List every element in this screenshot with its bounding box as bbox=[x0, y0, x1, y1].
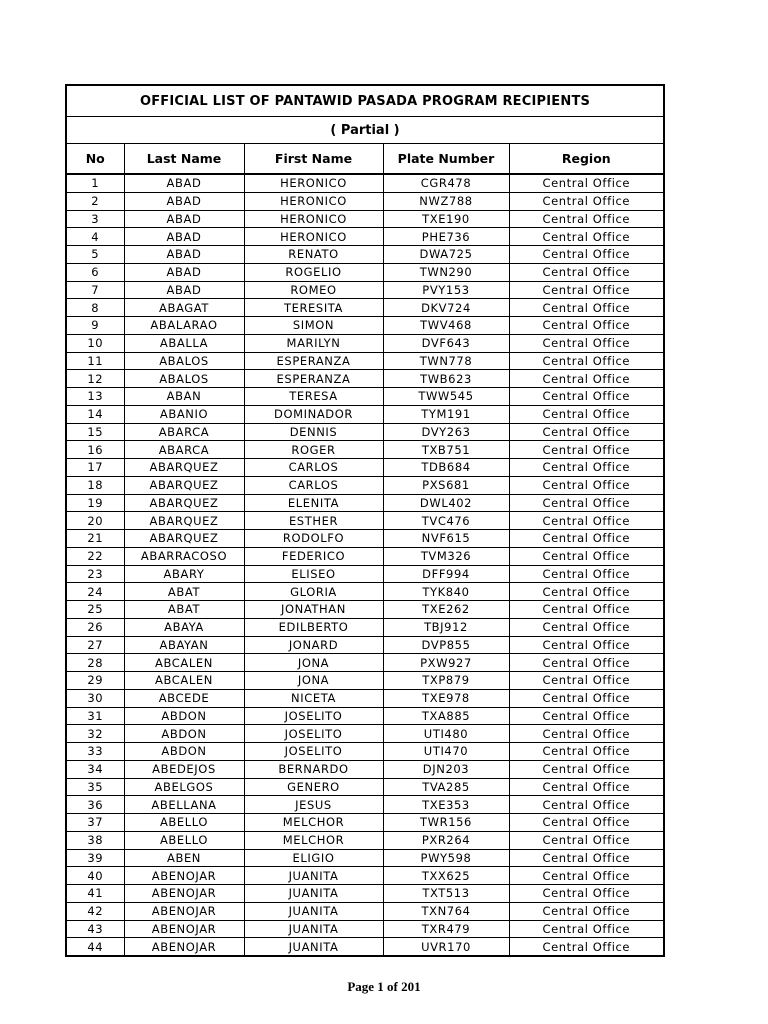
cell-last-name: ABENOJAR bbox=[124, 938, 244, 956]
cell-first-name: SIMON bbox=[244, 317, 383, 335]
header-first-name: First Name bbox=[244, 144, 383, 175]
document-subtitle: ( Partial ) bbox=[66, 117, 664, 144]
cell-first-name: GENERO bbox=[244, 778, 383, 796]
cell-first-name: ESPERANZA bbox=[244, 370, 383, 388]
cell-plate-number: PVY153 bbox=[383, 281, 509, 299]
cell-no: 21 bbox=[66, 530, 124, 548]
cell-first-name: FEDERICO bbox=[244, 547, 383, 565]
cell-last-name: ABENOJAR bbox=[124, 902, 244, 920]
cell-first-name: ROMEO bbox=[244, 281, 383, 299]
table-row bbox=[66, 530, 664, 548]
cell-region: Central Office bbox=[509, 920, 664, 938]
cell-region: Central Office bbox=[509, 547, 664, 565]
table-row bbox=[66, 370, 664, 388]
cell-no: 33 bbox=[66, 743, 124, 761]
cell-plate-number: TWN290 bbox=[383, 263, 509, 281]
cell-no: 39 bbox=[66, 849, 124, 867]
cell-first-name: ELENITA bbox=[244, 494, 383, 512]
cell-last-name: ABELLO bbox=[124, 831, 244, 849]
cell-plate-number: TXE978 bbox=[383, 689, 509, 707]
cell-first-name: ESTHER bbox=[244, 512, 383, 530]
cell-first-name: JONA bbox=[244, 654, 383, 672]
cell-plate-number: NVF615 bbox=[383, 530, 509, 548]
cell-last-name: ABCALEN bbox=[124, 672, 244, 690]
cell-region: Central Office bbox=[509, 530, 664, 548]
cell-region: Central Office bbox=[509, 689, 664, 707]
table-row bbox=[66, 601, 664, 619]
cell-no: 27 bbox=[66, 636, 124, 654]
cell-region: Central Office bbox=[509, 405, 664, 423]
cell-no: 16 bbox=[66, 441, 124, 459]
cell-no: 43 bbox=[66, 920, 124, 938]
cell-region: Central Office bbox=[509, 583, 664, 601]
cell-first-name: MARILYN bbox=[244, 334, 383, 352]
cell-plate-number: TVM326 bbox=[383, 547, 509, 565]
cell-no: 17 bbox=[66, 459, 124, 477]
table-row bbox=[66, 654, 664, 672]
cell-first-name: DENNIS bbox=[244, 423, 383, 441]
cell-no: 6 bbox=[66, 263, 124, 281]
cell-first-name: ESPERANZA bbox=[244, 352, 383, 370]
cell-first-name: HERONICO bbox=[244, 174, 383, 192]
cell-first-name: JOSELITO bbox=[244, 743, 383, 761]
cell-plate-number: PXR264 bbox=[383, 831, 509, 849]
table-row bbox=[66, 618, 664, 636]
cell-no: 23 bbox=[66, 565, 124, 583]
header-no: No bbox=[66, 144, 124, 175]
table-row bbox=[66, 565, 664, 583]
cell-plate-number: PHE736 bbox=[383, 228, 509, 246]
cell-plate-number: TDB684 bbox=[383, 459, 509, 477]
cell-plate-number: DVP855 bbox=[383, 636, 509, 654]
cell-last-name: ABENOJAR bbox=[124, 867, 244, 885]
cell-first-name: CARLOS bbox=[244, 459, 383, 477]
cell-plate-number: DFF994 bbox=[383, 565, 509, 583]
cell-plate-number: TXE262 bbox=[383, 601, 509, 619]
cell-plate-number: DWL402 bbox=[383, 494, 509, 512]
cell-plate-number: DVY263 bbox=[383, 423, 509, 441]
title-row bbox=[66, 85, 664, 117]
cell-first-name: EDILBERTO bbox=[244, 618, 383, 636]
cell-last-name: ABCALEN bbox=[124, 654, 244, 672]
cell-plate-number: TYK840 bbox=[383, 583, 509, 601]
table-row bbox=[66, 778, 664, 796]
cell-no: 5 bbox=[66, 246, 124, 264]
cell-last-name: ABAD bbox=[124, 281, 244, 299]
cell-region: Central Office bbox=[509, 743, 664, 761]
table-row bbox=[66, 867, 664, 885]
table-row bbox=[66, 192, 664, 210]
cell-first-name: JUANITA bbox=[244, 867, 383, 885]
cell-region: Central Office bbox=[509, 707, 664, 725]
cell-plate-number: NWZ788 bbox=[383, 192, 509, 210]
cell-region: Central Office bbox=[509, 796, 664, 814]
cell-plate-number: DVF643 bbox=[383, 334, 509, 352]
table-row bbox=[66, 228, 664, 246]
cell-region: Central Office bbox=[509, 885, 664, 903]
cell-last-name: ABELLO bbox=[124, 814, 244, 832]
cell-last-name: ABARQUEZ bbox=[124, 476, 244, 494]
table-row bbox=[66, 636, 664, 654]
table-row bbox=[66, 885, 664, 903]
table-row bbox=[66, 476, 664, 494]
cell-first-name: DOMINADOR bbox=[244, 405, 383, 423]
cell-region: Central Office bbox=[509, 192, 664, 210]
cell-region: Central Office bbox=[509, 210, 664, 228]
cell-plate-number: TVC476 bbox=[383, 512, 509, 530]
cell-last-name: ABALLA bbox=[124, 334, 244, 352]
cell-plate-number: DWA725 bbox=[383, 246, 509, 264]
cell-first-name: MELCHOR bbox=[244, 814, 383, 832]
table-row bbox=[66, 441, 664, 459]
table-row bbox=[66, 494, 664, 512]
cell-plate-number: TWR156 bbox=[383, 814, 509, 832]
cell-region: Central Office bbox=[509, 317, 664, 335]
cell-region: Central Office bbox=[509, 814, 664, 832]
table-row bbox=[66, 317, 664, 335]
recipients-table bbox=[65, 84, 665, 957]
table-row bbox=[66, 352, 664, 370]
cell-region: Central Office bbox=[509, 512, 664, 530]
cell-first-name: JOSELITO bbox=[244, 707, 383, 725]
cell-no: 37 bbox=[66, 814, 124, 832]
cell-no: 1 bbox=[66, 174, 124, 192]
cell-first-name: JUANITA bbox=[244, 938, 383, 956]
cell-region: Central Office bbox=[509, 352, 664, 370]
cell-region: Central Office bbox=[509, 334, 664, 352]
cell-region: Central Office bbox=[509, 831, 664, 849]
cell-last-name: ABALOS bbox=[124, 370, 244, 388]
cell-last-name: ABAD bbox=[124, 228, 244, 246]
cell-last-name: ABARQUEZ bbox=[124, 494, 244, 512]
cell-region: Central Office bbox=[542, 939, 631, 954]
cell-no: 10 bbox=[66, 334, 124, 352]
cell-last-name: ABDON bbox=[124, 707, 244, 725]
cell-region: Central Office bbox=[509, 672, 664, 690]
table-row bbox=[66, 334, 664, 352]
cell-plate-number: TWV468 bbox=[383, 317, 509, 335]
header-region: Region bbox=[509, 144, 664, 175]
cell-last-name: ABENOJAR bbox=[124, 920, 244, 938]
table-row bbox=[66, 814, 664, 832]
cell-no: 35 bbox=[66, 778, 124, 796]
cell-no: 7 bbox=[66, 281, 124, 299]
cell-no: 22 bbox=[66, 547, 124, 565]
cell-last-name: ABARCA bbox=[124, 423, 244, 441]
cell-plate-number: UVR170 bbox=[383, 938, 509, 956]
cell-plate-number: TXT513 bbox=[383, 885, 509, 903]
cell-no: 19 bbox=[66, 494, 124, 512]
cell-plate-number: TBJ912 bbox=[383, 618, 509, 636]
column-header-row bbox=[66, 144, 664, 175]
cell-first-name: ROGER bbox=[244, 441, 383, 459]
cell-region: Central Office bbox=[509, 263, 664, 281]
cell-region: Central Office bbox=[509, 388, 664, 406]
cell-first-name: CARLOS bbox=[244, 476, 383, 494]
cell-region: Central Office bbox=[509, 636, 664, 654]
cell-last-name: ABARRACOSO bbox=[124, 547, 244, 565]
table-row bbox=[66, 547, 664, 565]
cell-last-name: ABAN bbox=[124, 388, 244, 406]
cell-last-name: ABARQUEZ bbox=[124, 530, 244, 548]
cell-last-name: ABARY bbox=[124, 565, 244, 583]
cell-plate-number: UTI480 bbox=[383, 725, 509, 743]
table-row bbox=[66, 920, 664, 938]
cell-plate-number: TXR479 bbox=[383, 920, 509, 938]
cell-plate-number: TWW545 bbox=[383, 388, 509, 406]
cell-first-name: JONARD bbox=[244, 636, 383, 654]
cell-no: 38 bbox=[66, 831, 124, 849]
cell-region: Central Office bbox=[509, 618, 664, 636]
cell-first-name: TERESA bbox=[244, 388, 383, 406]
cell-no: 11 bbox=[66, 352, 124, 370]
cell-first-name: JONATHAN bbox=[244, 601, 383, 619]
cell-region: Central Office bbox=[509, 441, 664, 459]
cell-last-name: ABEDEJOS bbox=[124, 760, 244, 778]
cell-region: Central Office bbox=[509, 228, 664, 246]
cell-last-name: ABARCA bbox=[124, 441, 244, 459]
table-row bbox=[66, 263, 664, 281]
cell-last-name: ABAGAT bbox=[124, 299, 244, 317]
cell-last-name: ABARQUEZ bbox=[124, 512, 244, 530]
table-row bbox=[66, 281, 664, 299]
cell-region: Central Office bbox=[509, 867, 664, 885]
cell-no: 32 bbox=[66, 725, 124, 743]
cell-no: 9 bbox=[66, 317, 124, 335]
cell-region: Central Office bbox=[509, 778, 664, 796]
cell-plate-number: DKV724 bbox=[383, 299, 509, 317]
table-row bbox=[66, 174, 664, 192]
cell-no: 20 bbox=[66, 512, 124, 530]
cell-no: 8 bbox=[66, 299, 124, 317]
cell-region: Central Office bbox=[509, 459, 664, 477]
cell-last-name: ABAYAN bbox=[124, 636, 244, 654]
cell-region: Central Office bbox=[509, 725, 664, 743]
cell-plate-number: TXE190 bbox=[383, 210, 509, 228]
cell-first-name: HERONICO bbox=[244, 192, 383, 210]
cell-plate-number: TXE353 bbox=[383, 796, 509, 814]
cell-last-name: ABEN bbox=[124, 849, 244, 867]
cell-plate-number: DJN203 bbox=[383, 760, 509, 778]
cell-region: Central Office bbox=[509, 299, 664, 317]
cell-plate-number: PXS681 bbox=[383, 476, 509, 494]
cell-region: Central Office bbox=[509, 902, 664, 920]
cell-plate-number: PWY598 bbox=[383, 849, 509, 867]
table-row bbox=[66, 459, 664, 477]
cell-region: Central Office bbox=[509, 174, 664, 192]
cell-first-name: JUANITA bbox=[244, 885, 383, 903]
cell-last-name: ABAD bbox=[124, 210, 244, 228]
table-row bbox=[66, 938, 664, 956]
table-row bbox=[66, 902, 664, 920]
cell-no: 12 bbox=[66, 370, 124, 388]
table-row bbox=[66, 512, 664, 530]
cell-plate-number: CGR478 bbox=[383, 174, 509, 192]
cell-first-name: ELIGIO bbox=[244, 849, 383, 867]
cell-first-name: JUANITA bbox=[244, 920, 383, 938]
cell-last-name: ABANIO bbox=[124, 405, 244, 423]
table-row bbox=[66, 672, 664, 690]
cell-plate-number: TWN778 bbox=[383, 352, 509, 370]
cell-no: 26 bbox=[66, 618, 124, 636]
cell-region: Central Office bbox=[509, 760, 664, 778]
cell-last-name: ABDON bbox=[124, 725, 244, 743]
cell-region: Central Office bbox=[509, 423, 664, 441]
cell-last-name: ABAD bbox=[124, 263, 244, 281]
cell-no: 15 bbox=[66, 423, 124, 441]
document-title: OFFICIAL LIST OF PANTAWID PASADA PROGRAM RECIPIENTS bbox=[66, 85, 664, 117]
cell-region: Central Office bbox=[509, 370, 664, 388]
cell-first-name: ELISEO bbox=[244, 565, 383, 583]
cell-first-name: RENATO bbox=[244, 246, 383, 264]
cell-plate-number: TXP879 bbox=[383, 672, 509, 690]
cell-last-name: ABARQUEZ bbox=[124, 459, 244, 477]
cell-first-name: JESUS bbox=[244, 796, 383, 814]
table-row bbox=[66, 210, 664, 228]
cell-no: 29 bbox=[66, 672, 124, 690]
cell-first-name: JONA bbox=[244, 672, 383, 690]
table-row bbox=[66, 725, 664, 743]
cell-plate-number: PXW927 bbox=[383, 654, 509, 672]
cell-last-name: ABAYA bbox=[124, 618, 244, 636]
cell-first-name: GLORIA bbox=[244, 583, 383, 601]
cell-no: 31 bbox=[66, 707, 124, 725]
cell-no: 42 bbox=[66, 902, 124, 920]
cell-no: 34 bbox=[66, 760, 124, 778]
table-row bbox=[66, 583, 664, 601]
cell-region: Central Office bbox=[509, 849, 664, 867]
cell-plate-number: TXN764 bbox=[383, 902, 509, 920]
cell-region: Central Office bbox=[509, 281, 664, 299]
cell-first-name: BERNARDO bbox=[244, 760, 383, 778]
cell-last-name: ABCEDE bbox=[124, 689, 244, 707]
cell-plate-number: UTI470 bbox=[383, 743, 509, 761]
table-row bbox=[66, 831, 664, 849]
table-row bbox=[66, 299, 664, 317]
cell-last-name: ABALOS bbox=[124, 352, 244, 370]
cell-last-name: ABAD bbox=[124, 174, 244, 192]
cell-no: 14 bbox=[66, 405, 124, 423]
cell-first-name: NICETA bbox=[244, 689, 383, 707]
cell-first-name: HERONICO bbox=[244, 228, 383, 246]
cell-no: 40 bbox=[66, 867, 124, 885]
cell-region: Central Office bbox=[509, 654, 664, 672]
subtitle-row bbox=[66, 117, 664, 144]
table-row bbox=[66, 796, 664, 814]
cell-last-name: ABAD bbox=[124, 246, 244, 264]
cell-region: Central Office bbox=[509, 476, 664, 494]
cell-plate-number: TVA285 bbox=[383, 778, 509, 796]
cell-last-name: ABAT bbox=[124, 601, 244, 619]
cell-last-name: ABENOJAR bbox=[124, 885, 244, 903]
table-row bbox=[66, 743, 664, 761]
cell-first-name: MELCHOR bbox=[244, 831, 383, 849]
cell-region: Central Office bbox=[509, 601, 664, 619]
cell-last-name: ABAD bbox=[124, 192, 244, 210]
cell-plate-number: TWB623 bbox=[383, 370, 509, 388]
cell-last-name: ABELGOS bbox=[124, 778, 244, 796]
header-last-name: Last Name bbox=[124, 144, 244, 175]
cell-last-name: ABAT bbox=[124, 583, 244, 601]
cell-no: 41 bbox=[66, 885, 124, 903]
table-row bbox=[66, 849, 664, 867]
cell-first-name: HERONICO bbox=[244, 210, 383, 228]
cell-first-name: TERESITA bbox=[244, 299, 383, 317]
header-plate-number: Plate Number bbox=[383, 144, 509, 175]
cell-last-name: ABELLANA bbox=[124, 796, 244, 814]
cell-first-name: JOSELITO bbox=[244, 725, 383, 743]
cell-last-name: ABDON bbox=[124, 743, 244, 761]
cell-no: 13 bbox=[66, 388, 124, 406]
cell-no: 2 bbox=[66, 192, 124, 210]
page-number: Page 1 of 201 bbox=[347, 979, 421, 994]
cell-no: 24 bbox=[66, 583, 124, 601]
cell-first-name: ROGELIO bbox=[244, 263, 383, 281]
table-row bbox=[66, 423, 664, 441]
cell-no: 25 bbox=[66, 601, 124, 619]
cell-region: Central Office bbox=[509, 565, 664, 583]
cell-region: Central Office bbox=[509, 246, 664, 264]
cell-no: 4 bbox=[66, 228, 124, 246]
cell-no: 18 bbox=[66, 476, 124, 494]
cell-no: 36 bbox=[66, 796, 124, 814]
cell-plate-number: TYM191 bbox=[383, 405, 509, 423]
cell-region: Central Office bbox=[509, 494, 664, 512]
cell-plate-number: TXX625 bbox=[383, 867, 509, 885]
cell-last-name: ABALARAO bbox=[124, 317, 244, 335]
cell-no: 28 bbox=[66, 654, 124, 672]
table-row bbox=[66, 246, 664, 264]
table-row bbox=[66, 405, 664, 423]
table-row bbox=[66, 689, 664, 707]
cell-plate-number: TXA885 bbox=[383, 707, 509, 725]
table-row bbox=[66, 388, 664, 406]
cell-no: 44 bbox=[66, 938, 124, 956]
table-row bbox=[66, 760, 664, 778]
table-body bbox=[66, 174, 664, 956]
cell-no: 30 bbox=[66, 689, 124, 707]
cell-first-name: JUANITA bbox=[244, 902, 383, 920]
cell-first-name: RODOLFO bbox=[244, 530, 383, 548]
cell-plate-number: TXB751 bbox=[383, 441, 509, 459]
cell-no: 3 bbox=[66, 210, 124, 228]
table-row bbox=[66, 707, 664, 725]
